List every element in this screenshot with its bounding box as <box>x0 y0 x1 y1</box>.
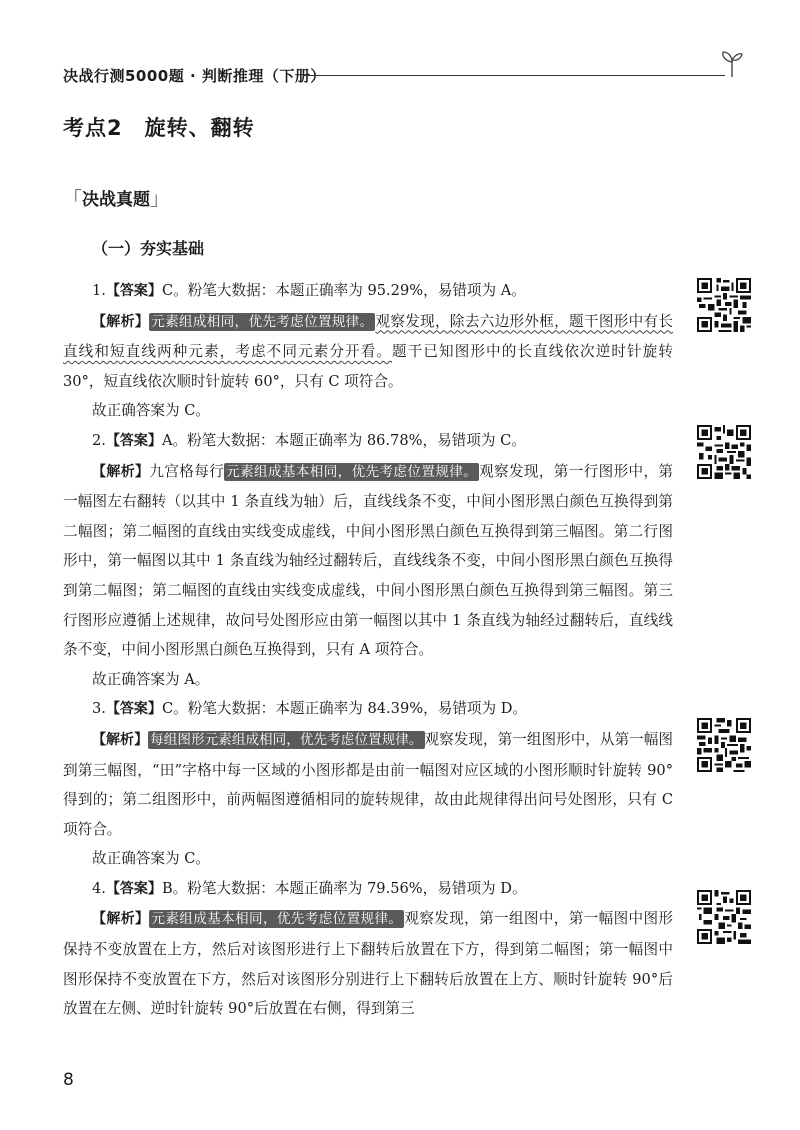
page-number: 8 <box>63 1070 74 1090</box>
q2-pre: 九宫格每行 <box>149 462 225 480</box>
q3-answer-text: C。粉笔大数据：本题正确率为 84.39%，易错项为 D。 <box>161 700 528 718</box>
q2-answer-line <box>63 426 673 457</box>
sprout-icon <box>721 49 743 77</box>
q2-analysis <box>63 457 673 665</box>
analysis-tag: 【解析】 <box>92 463 150 480</box>
q2-number: 2. <box>92 431 106 449</box>
q3-answer-line <box>63 694 673 725</box>
header-rule <box>303 75 725 76</box>
q1-number: 1. <box>92 282 106 299</box>
q1-wavy-text: 观察发现，除去六边形外框，题干图形中有长直线和短直线两种元素，考虑不同元素分开看。 <box>63 312 674 361</box>
q3-rest: 观察发现，第一组图形中，从第一幅图到第三幅图，“田”字格中每一区域的小图形都是由前一幅图对应区域的小图形顺时针旋转 90° 得到的；第二组图形中，前两幅图遵循相同的旋转规律，故由此规律得出问号处图形，只有 C 项符合。 <box>63 730 674 838</box>
q3-analysis <box>63 725 673 844</box>
q1-answer-line <box>63 276 673 307</box>
answer-tag: 【答案】 <box>105 880 162 897</box>
q4-number: 4. <box>92 879 106 897</box>
analysis-tag: 【解析】 <box>92 313 150 330</box>
bracket-title-text: 决战真题 <box>82 190 151 210</box>
q4-rest: 观察发现，第一组图中，第一幅图中图形保持不变放置在上方，然后对该图形进行上下翻转后放置在下方，得到第二幅图；第一幅图中图形保持不变放置在下方，然后对该图形分别进行上下翻转后放置在上方、顺时针旋转 90°后放置在左侧、逆时针旋转 90°后放置在右侧，得到第三 <box>63 910 673 1018</box>
answer-content <box>63 276 673 1024</box>
sub-title: （一）夯实基础 <box>92 239 205 258</box>
qr-code-icon[interactable] <box>697 890 751 944</box>
q2-conclusion: 故正确答案为 A。 <box>92 670 210 688</box>
answer-tag: 【答案】 <box>105 432 162 449</box>
running-header <box>63 63 743 87</box>
answer-tag: 【答案】 <box>105 283 162 299</box>
answer-tag: 【答案】 <box>105 701 162 718</box>
q1-rest: 题干已知图形中的长直线依次逆时针旋转 30°，短直线依次顺时针旋转 60°，只有 C 项符合。 <box>63 343 673 390</box>
section-title: 考点2 旋转、翻转 <box>63 116 255 140</box>
book-title: 决战行测5000题 · 判断推理（下册） <box>63 67 326 85</box>
q2-answer-text: A。粉笔大数据：本题正确率为 86.78%，易错项为 C。 <box>161 431 526 449</box>
qr-code-icon[interactable] <box>697 278 751 332</box>
qr-code-icon[interactable] <box>697 718 751 772</box>
q3-conclusion: 故正确答案为 C。 <box>92 850 210 868</box>
bracket-close: 」 <box>150 188 170 210</box>
analysis-tag: 【解析】 <box>92 911 150 928</box>
q3-highlight: 每组图形元素组成相同，优先考虑位置规律。 <box>150 731 423 748</box>
q1-answer-text: C。粉笔大数据：本题正确率为 95.29%，易错项为 A。 <box>161 282 526 299</box>
q4-highlight: 元素组成基本相同，优先考虑位置规律。 <box>151 911 403 928</box>
q3-number: 3. <box>92 700 106 718</box>
q1-highlight: 元素组成相同，优先考虑位置规律。 <box>151 313 374 330</box>
bracket-title <box>63 184 169 211</box>
q2-highlight: 元素组成基本相同，优先考虑位置规律。 <box>226 463 478 480</box>
q4-answer-line <box>63 874 673 905</box>
q4-analysis <box>63 904 673 1023</box>
qr-code-icon[interactable] <box>697 425 751 479</box>
analysis-tag: 【解析】 <box>92 731 149 748</box>
q4-answer-text: B。粉笔大数据：本题正确率为 79.56%，易错项为 D。 <box>161 879 527 897</box>
bracket-open: 「 <box>63 188 83 210</box>
q1-conclusion: 故正确答案为 C。 <box>92 402 210 420</box>
q2-rest: 观察发现，第一行图形中，第一幅图左右翻转（以其中 1 条直线为轴）后，直线线条不变，中间小图形黑白颜色互换得到第二幅图；第二幅图的直线由实线变成虚线，中间小图形黑白颜色互换得到第三幅图。第二行图形中，第一幅图以其中 1 条直线为轴经过翻转后，直线线条不变，中间小图形黑白颜色互换得到第二幅图；第二幅图的直线由实线变成虚线，中间小图形黑白颜色互换得到第三幅图。第三行图形应遵循上述规律，故问号处图形应由第一幅图以其中 1 条直线为轴经过翻转后，直线线条不变，中间小图形黑白颜色互换得到，只有 A 项符合。 <box>63 462 673 659</box>
q1-analysis <box>63 307 673 397</box>
